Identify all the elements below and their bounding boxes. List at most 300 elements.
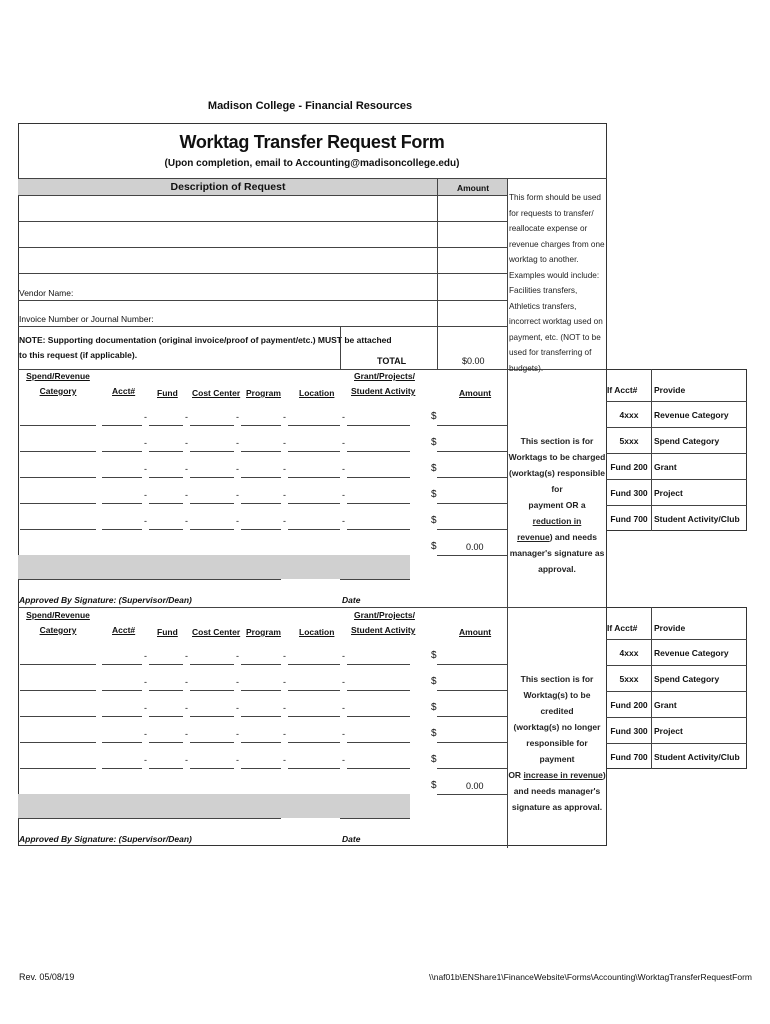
legend-2-row5-value: Student Activity/Club [654,752,740,762]
section2-row4-separator-5: - [342,729,345,739]
col-grant-2b: Student Activity [351,625,416,635]
section2-info: This section is for Worktag(s) to be credited (worktag(s) no longer responsible for payment OR increase in revenue) and needs manager's signature as approval. [508,674,606,812]
section2-row3-cost-center-input[interactable] [190,698,234,716]
section2-row5-cost-center-underline [190,768,234,769]
section2-row3-fund-underline [149,716,183,717]
section2-row5-acct-underline [102,768,142,769]
section1-row1-spend-category-input[interactable] [20,407,96,425]
section1-row5-program-underline [241,529,281,530]
section1-row3-amount-underline [437,477,507,478]
section1-row5-dollar: $ [431,515,437,526]
section2-row5-fund-underline [149,768,183,769]
legend-2-row3-value: Grant [654,700,677,710]
section1-row2-separator-4: - [283,438,286,448]
col-spend-2b: Category [39,625,77,635]
section2-row2-separator-2: - [185,677,188,687]
section2-row2-acct-underline [102,690,142,691]
section1-row5-fund-input[interactable] [149,511,183,529]
section2-row2-spend-category-underline [20,690,96,691]
col-program-1: Program [246,388,281,398]
section2-row4-separator-4: - [283,729,286,739]
section2-row2-fund-underline [149,690,183,691]
section1-row2-program-input[interactable] [241,433,281,451]
legend-1-row3-key: Fund 200 [610,462,648,472]
section2-row4-fund-input[interactable] [149,724,183,742]
col-grant-2a: Grant/Projects/ [354,610,415,620]
section1-row3-separator-5: - [342,464,345,474]
section2-row1-separator-5: - [342,651,345,661]
section2-row4-separator-1: - [144,729,147,739]
section1-row1-program-input[interactable] [241,407,281,425]
section2-row2-separator-1: - [144,677,147,687]
amount-input-5[interactable] [439,301,506,325]
note-line-1: NOTE: Supporting documentation (original invoice/proof of payment/etc.) MUST be attached [19,335,392,345]
section2-row3-grant-input[interactable] [347,698,410,716]
legend-2-row2-line [606,665,747,666]
section1-row5-grant-underline [347,529,410,530]
legend-1-row4-key: Fund 300 [610,488,648,498]
legend-1-header-if: If Acct# [607,385,638,395]
section1-row4-grant-input[interactable] [347,485,410,503]
section1-row5-spend-category-underline [20,529,96,530]
section1-row1-cost-center-input[interactable] [190,407,234,425]
legend-2-row5-line [606,743,747,744]
section2-row1-amount-underline [437,664,507,665]
section2-row5-amount-underline [437,768,507,769]
section2-row3-program-underline [241,716,281,717]
legend-2-header-if: If Acct# [607,623,638,633]
section1-row2-grant-underline [347,451,410,452]
section1-row5-cost-center-underline [190,529,234,530]
section2-row1-amount-input[interactable] [437,646,507,664]
legend-2-row5-key: Fund 700 [610,752,648,762]
section2-total: 0.00 [466,781,484,791]
section1-row5-separator-3: - [236,516,239,526]
section2-row2-program-input[interactable] [241,672,281,690]
col-grant-1b: Student Activity [351,386,416,396]
section1-row1-spend-category-underline [20,425,96,426]
section2-date-input[interactable] [341,819,410,833]
section1-row5-grant-input[interactable] [347,511,410,529]
legend-1-row5-line [606,505,747,506]
col-amount-1: Amount [459,388,492,398]
legend-1-row2-key: 5xxx [619,436,639,446]
section2-row5-program-underline [241,768,281,769]
section1-total: 0.00 [466,542,484,552]
section1-row1-separator-2: - [185,412,188,422]
section1-row3-acct-underline [102,477,142,478]
section2-row5-dollar: $ [431,754,437,765]
section2-gray-band [18,794,410,818]
section1-row1-separator-3: - [236,412,239,422]
legend-2-row1-key: 4xxx [619,648,639,658]
section1-row3-acct-input[interactable] [102,459,142,477]
section2-row2-cost-center-input[interactable] [190,672,234,690]
section2-row4-cost-center-underline [190,742,234,743]
col-cost-center-1: Cost Center [192,388,241,398]
section1-row1-separator-4: - [283,412,286,422]
section2-row3-spend-category-underline [20,716,96,717]
section1-row5-amount-underline [437,529,507,530]
section1-row3-amount-input[interactable] [437,459,507,477]
section2-row5-grant-underline [347,768,410,769]
legend-2-header-provide: Provide [654,623,686,633]
section2-row2-amount-underline [437,690,507,691]
section1-row5-acct-input[interactable] [102,511,142,529]
section1-row4-amount-underline [437,503,507,504]
section2-row2-acct-input[interactable] [102,672,142,690]
section1-row2-separator-1: - [144,438,147,448]
section2-row4-amount-underline [437,742,507,743]
section2-row4-dollar: $ [431,728,437,739]
section1-row1-fund-underline [149,425,183,426]
col-program-2: Program [246,627,281,637]
section1-row1-fund-input[interactable] [149,407,183,425]
total-value: $0.00 [462,356,485,366]
section2-row2-location-underline [288,690,340,691]
amount-input-3[interactable] [439,248,506,272]
section2-row3-amount-underline [437,716,507,717]
section2-row5-spend-category-input[interactable] [20,750,96,768]
section1-row3-separator-3: - [236,464,239,474]
section1-row5-location-input[interactable] [288,511,340,529]
section2-row3-acct-underline [102,716,142,717]
section2-row1-grant-input[interactable] [347,646,410,664]
section2-row2-fund-input[interactable] [149,672,183,690]
section2-row2-cost-center-underline [190,690,234,691]
section2-row1-location-input[interactable] [288,646,340,664]
section1-row2-grant-input[interactable] [347,433,410,451]
section1-info: This section is for Worktags to be charged (worktag(s) responsible for payment OR a reduction in revenue) and needs manager's signature as approval. [508,436,606,574]
section1-row4-acct-underline [102,503,142,504]
section1-row3-grant-underline [347,477,410,478]
section1-row1-amount-input[interactable] [437,407,507,425]
file-path: \\naf01b\ENShare1\FinanceWebsite\Forms\Accounting\WorktagTransferRequestForm [429,972,752,982]
section2-row3-location-underline [288,716,340,717]
section2-row2-location-input[interactable] [288,672,340,690]
legend-2-row3-key: Fund 200 [610,700,648,710]
section1-row4-spend-category-input[interactable] [20,485,96,503]
legend-2-row3-line [606,691,747,692]
section1-row5-location-underline [288,529,340,530]
section2-row1-separator-4: - [283,651,286,661]
section2-row3-cost-center-underline [190,716,234,717]
section2-row1-cost-center-input[interactable] [190,646,234,664]
form-subtitle: (Upon completion, email to Accounting@madisoncollege.edu) [164,158,460,169]
section2-row5-amount-input[interactable] [437,750,507,768]
section1-row1-separator-5: - [342,412,345,422]
section2-row1-fund-input[interactable] [149,646,183,664]
legend-2-row1-value: Revenue Category [654,648,729,658]
section2-row4-location-input[interactable] [288,724,340,742]
usage-note: This form should be used for requests to transfer/ reallocate expense or revenue charges from one worktag to another. Examples would include: Facilities transfers, Athletics transfers, incorrect worktag used on payment, etc. (NOT to be used for transferring of budgets). [509,193,605,373]
section2-row2-separator-3: - [236,677,239,687]
section2-date-label: Date [342,834,361,844]
section1-row1-acct-input[interactable] [102,407,142,425]
section2-row4-separator-3: - [236,729,239,739]
section2-row4-grant-input[interactable] [347,724,410,742]
legend-1-row3-value: Grant [654,462,677,472]
section1-row3-dollar: $ [431,463,437,474]
amount-input-2[interactable] [439,222,506,246]
section2-row1-fund-underline [149,664,183,665]
section1-row3-program-underline [241,477,281,478]
col-location-1: Location [299,388,335,398]
legend-1-col-divider [651,369,652,531]
legend-1-row5-value: Student Activity/Club [654,514,740,524]
section2-row4-separator-2: - [185,729,188,739]
section1-row4-separator-1: - [144,490,147,500]
section2-row5-grant-input[interactable] [347,750,410,768]
section2-row2-dollar: $ [431,676,437,687]
section2-row4-spend-category-underline [20,742,96,743]
section1-row3-grant-input[interactable] [347,459,410,477]
legend-2-row2-key: 5xxx [619,674,639,684]
section2-row3-dollar: $ [431,702,437,713]
section1-row2-cost-center-underline [190,451,234,452]
section1-row5-separator-4: - [283,516,286,526]
section2-row3-separator-4: - [283,703,286,713]
section2-row3-location-input[interactable] [288,698,340,716]
section2-row5-separator-2: - [185,755,188,765]
section1-date-label: Date [342,595,361,605]
section1-row2-separator-2: - [185,438,188,448]
col-acct-1: Acct# [112,386,136,396]
section2-row2-program-underline [241,690,281,691]
section2-row4-program-input[interactable] [241,724,281,742]
legend-1-row2-value: Spend Category [654,436,720,446]
legend-1-row1-key: 4xxx [619,410,639,420]
section2-row3-separator-5: - [342,703,345,713]
section1-row5-fund-underline [149,529,183,530]
section2-row5-separator-4: - [283,755,286,765]
col-acct-2: Acct# [112,625,136,635]
section1-row4-location-underline [288,503,340,504]
section2-approval-label: Approved By Signature: (Supervisor/Dean) [19,834,192,844]
section1-row5-separator-2: - [185,516,188,526]
section1-date-input[interactable] [341,580,410,594]
section2-row1-spend-category-underline [20,664,96,665]
section1-row4-fund-underline [149,503,183,504]
section1-row1-cost-center-underline [190,425,234,426]
legend-2-row4-line [606,717,747,718]
section2-row5-program-input[interactable] [241,750,281,768]
section2-row1-grant-underline [347,664,410,665]
section1-row1-location-underline [288,425,340,426]
section2-signature-input[interactable] [19,819,281,833]
col-fund-1: Fund [157,388,178,398]
section2-row2-spend-category-input[interactable] [20,672,96,690]
description-header: Description of Request [170,181,286,193]
section2-row2-grant-underline [347,690,410,691]
section1-row1-amount-underline [437,425,507,426]
section1-row5-amount-input[interactable] [437,511,507,529]
section1-row2-location-input[interactable] [288,433,340,451]
description-input-2[interactable] [19,222,436,246]
section2-row5-separator-1: - [144,755,147,765]
section1-row3-location-underline [288,477,340,478]
section2-row3-separator-3: - [236,703,239,713]
org-name: Madison College - Financial Resources [207,100,413,112]
section1-row1-location-input[interactable] [288,407,340,425]
section1-row3-location-input[interactable] [288,459,340,477]
section1-row2-spend-category-input[interactable] [20,433,96,451]
note-line-2: to this request (if applicable). [19,350,138,360]
section2-row4-location-underline [288,742,340,743]
col-grant-1a: Grant/Projects/ [354,371,415,381]
section2-row4-amount-input[interactable] [437,724,507,742]
section1-row2-program-underline [241,451,281,452]
section2-row5-cost-center-input[interactable] [190,750,234,768]
section1-row2-separator-5: - [342,438,345,448]
section1-row3-program-input[interactable] [241,459,281,477]
section1-row5-acct-underline [102,529,142,530]
section1-row5-spend-category-input[interactable] [20,511,96,529]
section2-row1-separator-3: - [236,651,239,661]
legend-1-row2-line [606,427,747,428]
section1-row1-grant-underline [347,425,410,426]
invoice-number-input[interactable] [160,301,435,325]
col-spend-1b: Category [39,386,77,396]
section1-row4-separator-3: - [236,490,239,500]
section2-row3-program-input[interactable] [241,698,281,716]
section1-row1-separator-1: - [144,412,147,422]
section1-row3-separator-2: - [185,464,188,474]
section1-row4-program-input[interactable] [241,485,281,503]
section1-row2-spend-category-underline [20,451,96,452]
section1-row2-location-underline [288,451,340,452]
section1-row1-grant-input[interactable] [347,407,410,425]
section1-row4-acct-input[interactable] [102,485,142,503]
section2-row1-spend-category-input[interactable] [20,646,96,664]
section1-row2-acct-input[interactable] [102,433,142,451]
section2-row1-program-input[interactable] [241,646,281,664]
col-spend-2a: Spend/Revenue [26,610,90,620]
section2-row4-grant-underline [347,742,410,743]
section1-row5-cost-center-input[interactable] [190,511,234,529]
section2-row1-acct-input[interactable] [102,646,142,664]
section1-row4-dollar: $ [431,489,437,500]
section2-row4-cost-center-input[interactable] [190,724,234,742]
legend-2-row1-line [606,639,747,640]
legend-1-header-provide: Provide [654,385,686,395]
section1-row1-dollar: $ [431,411,437,422]
section2-row5-acct-input[interactable] [102,750,142,768]
section2-row3-fund-input[interactable] [149,698,183,716]
section1-row4-program-underline [241,503,281,504]
section2-row3-separator-1: - [144,703,147,713]
section2-row2-amount-input[interactable] [437,672,507,690]
section1-row4-spend-category-underline [20,503,96,504]
invoice-number-label: Invoice Number or Journal Number: [19,314,154,324]
section1-row4-grant-underline [347,503,410,504]
section2-row5-fund-input[interactable] [149,750,183,768]
section2-row1-dollar: $ [431,650,437,661]
section2-row5-separator-3: - [236,755,239,765]
section1-row2-amount-underline [437,451,507,452]
total-label: TOTAL [377,356,407,366]
section1-row2-amount-input[interactable] [437,433,507,451]
section2-row2-separator-4: - [283,677,286,687]
vendor-name-label: Vendor Name: [19,288,74,298]
section1-row2-fund-input[interactable] [149,433,183,451]
vendor-name-input[interactable] [85,275,435,299]
section1-total-dollar: $ [431,541,437,552]
section2-row1-program-underline [241,664,281,665]
legend-2-row4-key: Fund 300 [610,726,648,736]
legend-1-row5-key: Fund 700 [610,514,648,524]
section1-row4-location-input[interactable] [288,485,340,503]
section2-row3-amount-input[interactable] [437,698,507,716]
section2-row5-location-input[interactable] [288,750,340,768]
section2-row2-grant-input[interactable] [347,672,410,690]
legend-1-row4-value: Project [654,488,683,498]
description-input-3[interactable] [19,248,436,272]
col-fund-2: Fund [157,627,178,637]
section1-row3-cost-center-input[interactable] [190,459,234,477]
section1-row3-spend-category-underline [20,477,96,478]
section2-row3-grant-underline [347,716,410,717]
col-cost-center-2: Cost Center [192,627,241,637]
section2-row4-acct-underline [102,742,142,743]
section1-row5-separator-1: - [144,516,147,526]
form-title: Worktag Transfer Request Form [179,132,445,152]
section2-row1-cost-center-underline [190,664,234,665]
section1-row2-acct-underline [102,451,142,452]
legend-1-row3-line [606,453,747,454]
section1-row2-cost-center-input[interactable] [190,433,234,451]
section2-row5-separator-5: - [342,755,345,765]
section1-row2-dollar: $ [431,437,437,448]
section1-row4-separator-5: - [342,490,345,500]
col-spend-1a: Spend/Revenue [26,371,90,381]
section2-row4-acct-input[interactable] [102,724,142,742]
legend-2-col-divider [651,607,652,769]
section1-row4-cost-center-underline [190,503,234,504]
section2-row1-separator-1: - [144,651,147,661]
section1-row2-separator-3: - [236,438,239,448]
section1-row3-spend-category-input[interactable] [20,459,96,477]
section2-row4-spend-category-input[interactable] [20,724,96,742]
section1-row4-fund-input[interactable] [149,485,183,503]
amount-input-1[interactable] [439,196,506,220]
legend-1-row1-value: Revenue Category [654,410,729,420]
section2-row1-location-underline [288,664,340,665]
section1-row5-program-input[interactable] [241,511,281,529]
description-input-1[interactable] [19,196,436,220]
section1-row3-separator-4: - [283,464,286,474]
section1-row4-amount-input[interactable] [437,485,507,503]
section1-signature-input[interactable] [19,580,281,594]
section1-row3-fund-input[interactable] [149,459,183,477]
section2-row2-separator-5: - [342,677,345,687]
legend-1-row1-line [606,401,747,402]
legend-2-row2-value: Spend Category [654,674,720,684]
section1-row3-cost-center-underline [190,477,234,478]
section2-row3-acct-input[interactable] [102,698,142,716]
section1-row1-program-underline [241,425,281,426]
section1-row4-cost-center-input[interactable] [190,485,234,503]
section1-row3-separator-1: - [144,464,147,474]
section1-row2-fund-underline [149,451,183,452]
section1-row5-separator-5: - [342,516,345,526]
revision-date: Rev. 05/08/19 [19,972,75,982]
section1-approval-label: Approved By Signature: (Supervisor/Dean) [19,595,192,605]
amount-input-4[interactable] [439,274,506,299]
section2-row5-location-underline [288,768,340,769]
section2-row3-spend-category-input[interactable] [20,698,96,716]
section2-row4-program-underline [241,742,281,743]
